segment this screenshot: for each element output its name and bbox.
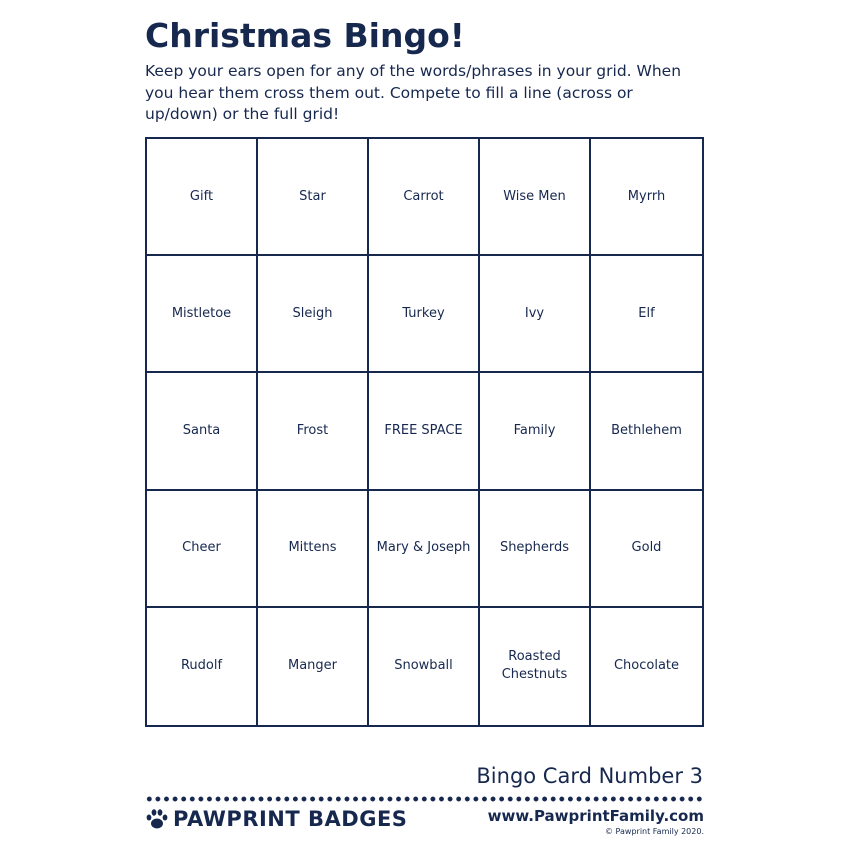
dotted-divider [145, 796, 705, 802]
bingo-cell: Chocolate [613, 658, 680, 674]
bingo-cell-free-space: FREE SPACE [369, 373, 480, 490]
website-link[interactable]: www.PawprintFamily.com [487, 807, 704, 825]
bingo-cell: Bethlehem [591, 373, 702, 490]
bingo-cell: Santa [147, 373, 258, 490]
bingo-cell: Manger [258, 608, 369, 725]
bingo-cell: Snowball [369, 608, 480, 725]
bingo-cell: Mary & Joseph [369, 491, 480, 608]
bingo-cell: Gold [591, 491, 702, 608]
bingo-cell: Carrot [369, 139, 480, 256]
copyright-notice: © Pawprint Family 2020. [605, 827, 704, 836]
brand-name: PAWPRINT BADGES [173, 807, 408, 831]
bingo-cell: Gift [147, 139, 258, 256]
bingo-cell: Wise Men [480, 139, 591, 256]
page-title: Christmas Bingo! [145, 16, 465, 55]
brand-logo [145, 806, 407, 832]
card-number-label: Bingo Card Number 3 [476, 764, 703, 788]
bingo-cell: Cheer [147, 491, 258, 608]
bingo-cell: Roasted Chestnuts [480, 608, 591, 725]
paw-print-icon [145, 807, 169, 831]
bingo-cell: Rudolf [147, 608, 258, 725]
bingo-cell: Elf [591, 256, 702, 373]
bingo-cell: Shepherds [480, 491, 591, 608]
bingo-cell: Mistletoe [147, 256, 258, 373]
instructions-text: Keep your ears open for any of the words/phrases in your grid. When you hear them cross them out. Compete to fill a line (across or up/down) or the full grid! [145, 62, 682, 123]
bingo-cell: Family [480, 373, 591, 490]
bingo-cell: Star [258, 139, 369, 256]
bingo-cell: Sleigh [258, 256, 369, 373]
bingo-grid [145, 137, 704, 727]
bingo-cell: Frost [258, 373, 369, 490]
bingo-cell: Ivy [480, 256, 591, 373]
bingo-cell: Myrrh [591, 139, 702, 256]
bingo-cell: Mittens [258, 491, 369, 608]
bingo-cell: Turkey [369, 256, 480, 373]
